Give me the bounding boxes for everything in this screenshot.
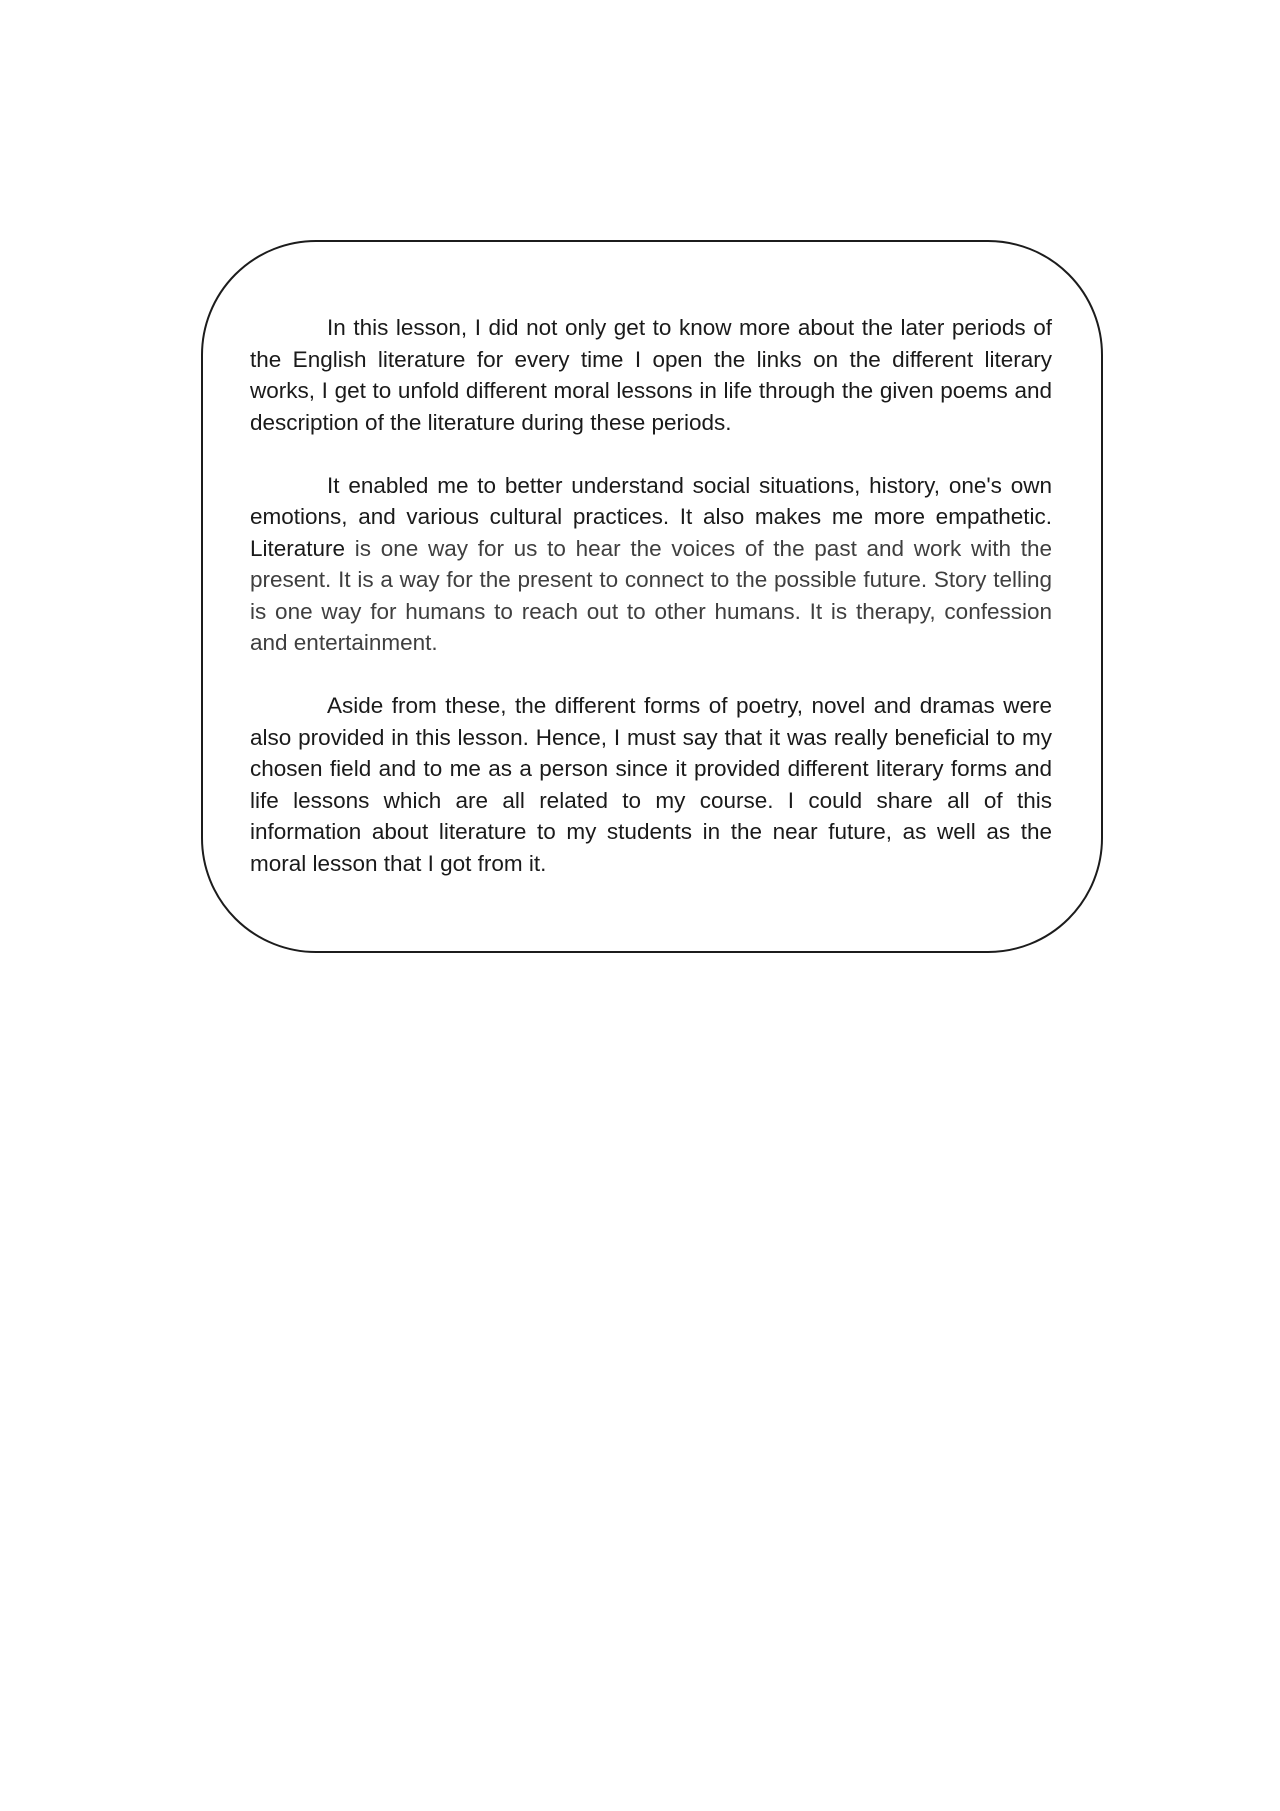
reflection-text	[250, 312, 1052, 879]
paragraph-2-rest: is one way for us to hear the voices of the past and work with the present. It is a way for the present to connect to the possible future. Story telling is one way for humans to reach out to other humans. It is therapy, confession and entertainment.	[250, 535, 1052, 655]
paragraph-2	[250, 470, 1052, 659]
paragraph-2-lead: It enabled me to better understand social situations, history, one's own emotions, and various cultural practices. It also makes me more empathetic. Literature	[250, 472, 1052, 561]
paragraph-3: Aside from these, the different forms of poetry, novel and dramas were also provided in this lesson. Hence, I must say that it was really beneficial to my chosen field and to me as a person since it provided different literary forms and life lessons which are all related to my course. I could share all of this information about literature to my students in the near future, as well as the moral lesson that I got from it.	[250, 693, 1052, 876]
paragraph-1: In this lesson, I did not only get to know more about the later periods of the English literature for every time I open the links on the different literary works, I get to unfold different moral lessons in life through the given poems and description of the literature during these periods.	[250, 315, 1052, 435]
